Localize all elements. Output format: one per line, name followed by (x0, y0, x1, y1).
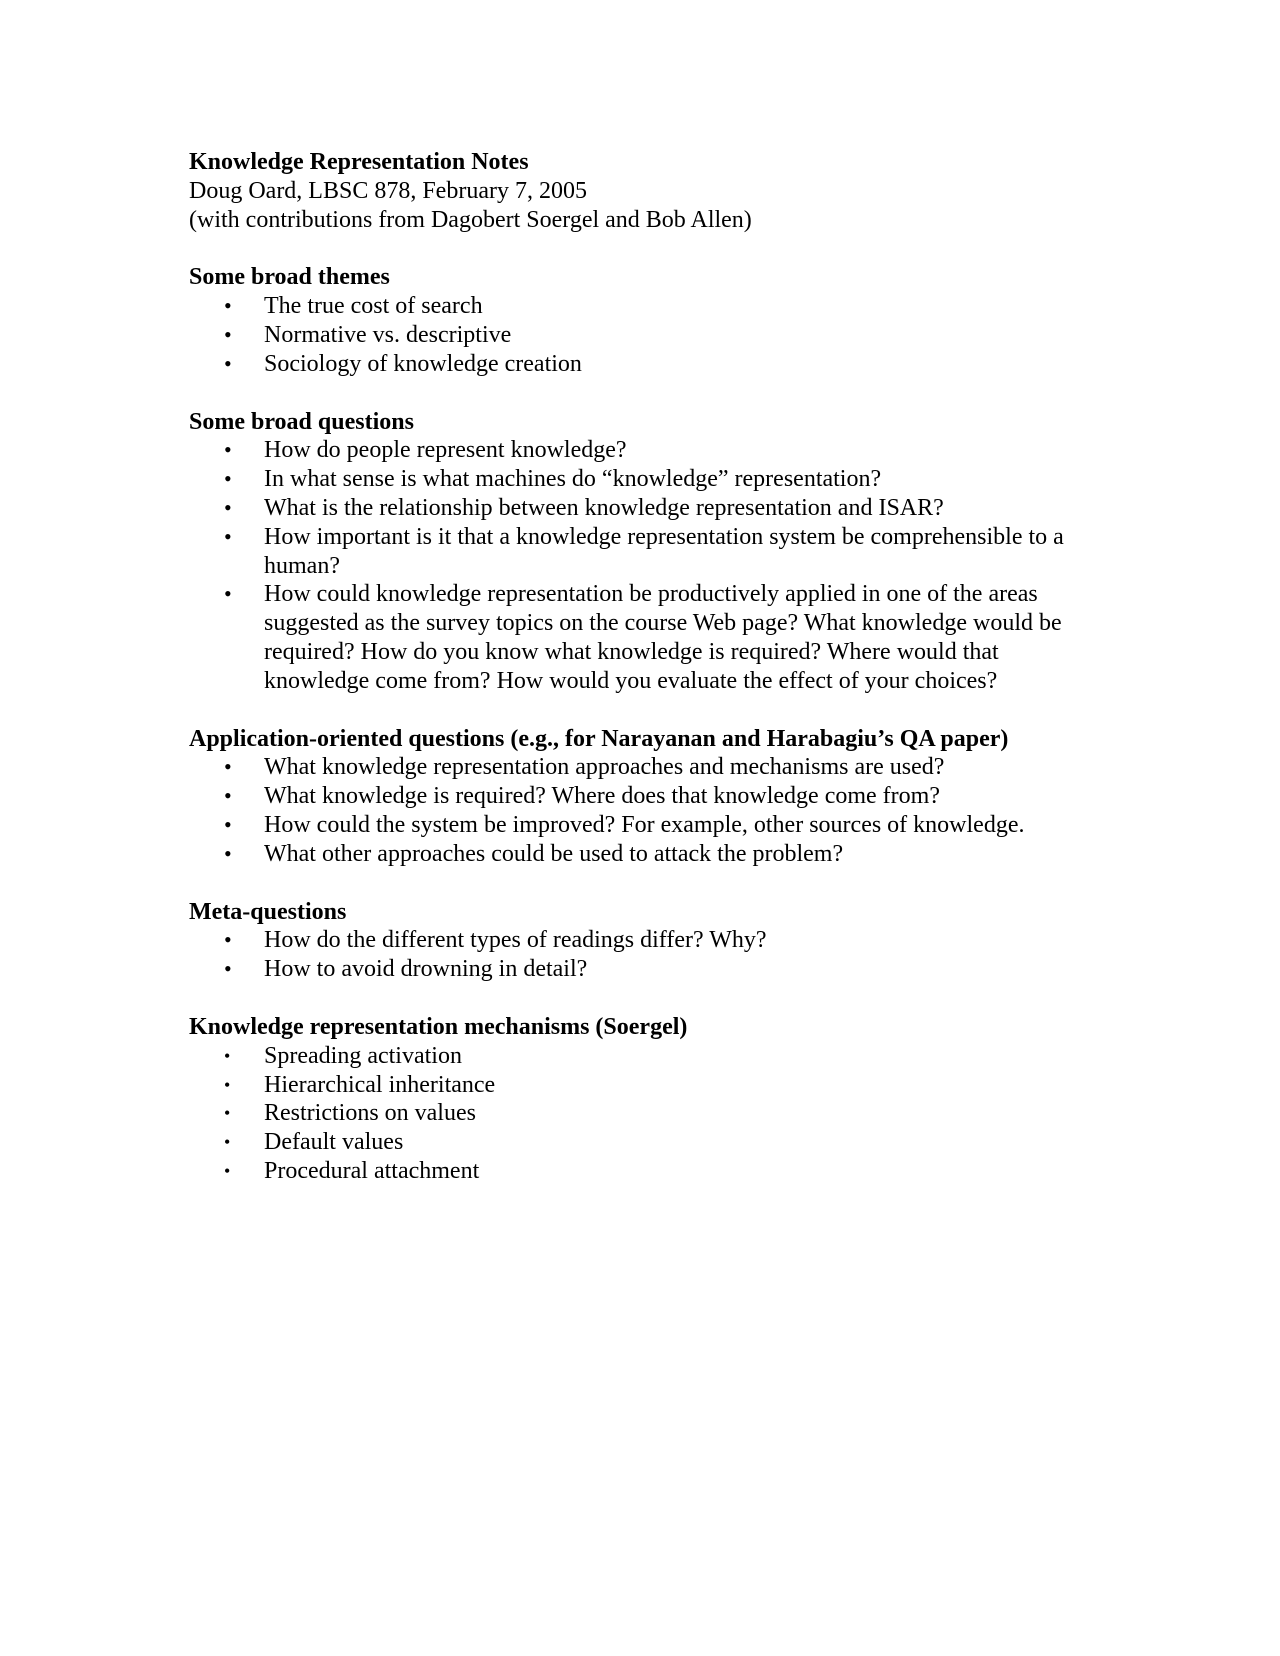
list-item (189, 1157, 1089, 1186)
list-item (189, 465, 1089, 494)
bullet-icon: • (224, 811, 232, 837)
bullet-icon: • (224, 956, 232, 982)
bullet-icon: • (224, 1103, 231, 1124)
list-item-text: How do the different types of readings differ? Why? (264, 927, 767, 954)
list-item (189, 840, 1089, 869)
bullet-list (189, 926, 1089, 984)
section-heading: Meta-questions (189, 898, 347, 925)
bullet-icon: • (224, 754, 232, 780)
section-heading: Knowledge representation mechanisms (Soergel) (189, 1013, 688, 1040)
document-title: Knowledge Representation Notes (189, 149, 529, 175)
section-meta-questions (189, 898, 1089, 984)
list-item-text: How important is it that a knowledge representation system be comprehensible to a human? (264, 523, 1064, 579)
bullet-icon: • (224, 494, 232, 520)
list-item-text: Spreading activation (264, 1042, 462, 1069)
list-item-text: How to avoid drowning in detail? (264, 956, 588, 983)
contributors-line: (with contributions from Dagobert Soergel and Bob Allen) (189, 206, 752, 233)
bullet-list (189, 292, 1089, 378)
list-item (189, 436, 1089, 465)
list-item-text: How could knowledge representation be productively applied in one of the areas suggested as the survey topics on the course Web page? What knowledge would be required? How do you know what knowledge is required? Where would that knowledge come from? How would you evaluate the effect of your choices? (264, 581, 1062, 694)
list-item-text: How could the system be improved? For example, other sources of knowledge. (264, 811, 1025, 838)
list-item (189, 350, 1089, 379)
list-item (189, 321, 1089, 350)
bullet-list (189, 436, 1089, 695)
bullet-icon: • (224, 293, 232, 319)
list-item (189, 292, 1089, 321)
section-broad-questions (189, 408, 1089, 696)
bullet-icon: • (224, 840, 232, 866)
list-item (189, 782, 1089, 811)
list-item (189, 753, 1089, 782)
bullet-icon: • (224, 1132, 231, 1153)
bullet-icon: • (224, 927, 232, 953)
bullet-icon: • (224, 437, 232, 463)
list-item (189, 1099, 1089, 1128)
list-item (189, 811, 1089, 840)
bullet-icon: • (224, 783, 232, 809)
list-item (189, 1128, 1089, 1157)
section-heading: Application-oriented questions (e.g., for Narayanan and Harabagiu’s QA paper) (189, 725, 1009, 752)
list-item-text: In what sense is what machines do “knowledge” representation? (264, 466, 882, 493)
list-item-text: Hierarchical inheritance (264, 1071, 496, 1098)
section-broad-themes (189, 263, 1089, 378)
bullet-icon: • (224, 523, 232, 549)
section-mechanisms (189, 1013, 1089, 1186)
list-item-text: What is the relationship between knowledge representation and ISAR? (264, 494, 944, 521)
list-item (189, 580, 1089, 695)
list-item (189, 494, 1089, 523)
list-item-text: What other approaches could be used to attack the problem? (264, 840, 844, 867)
document-page (189, 148, 1089, 1186)
bullet-icon: • (224, 1045, 231, 1066)
section-application-questions (189, 725, 1089, 869)
author-line: Doug Oard, LBSC 878, February 7, 2005 (189, 177, 587, 204)
bullet-icon: • (224, 321, 232, 347)
bullet-icon: • (224, 1160, 231, 1181)
list-item (189, 1071, 1089, 1100)
list-item-text: What knowledge is required? Where does that knowledge come from? (264, 783, 940, 810)
list-item-text: How do people represent knowledge? (264, 437, 627, 464)
bullet-icon: • (224, 466, 232, 492)
bullet-icon: • (224, 581, 232, 607)
section-heading: Some broad questions (189, 408, 414, 435)
list-item (189, 926, 1089, 955)
list-item-text: Procedural attachment (264, 1157, 480, 1184)
list-item (189, 1042, 1089, 1071)
bullet-icon: • (224, 350, 232, 376)
list-item-text: Restrictions on values (264, 1100, 476, 1127)
list-item-text: The true cost of search (264, 293, 483, 320)
section-heading: Some broad themes (189, 264, 390, 291)
list-item-text: Sociology of knowledge creation (264, 350, 582, 377)
list-item-text: What knowledge representation approaches and mechanisms are used? (264, 754, 945, 781)
bullet-icon: • (224, 1074, 231, 1095)
list-item-text: Default values (264, 1129, 404, 1156)
list-item (189, 955, 1089, 984)
bullet-list (189, 753, 1089, 868)
list-item (189, 523, 1089, 581)
bullet-list (189, 1042, 1089, 1186)
list-item-text: Normative vs. descriptive (264, 321, 512, 348)
